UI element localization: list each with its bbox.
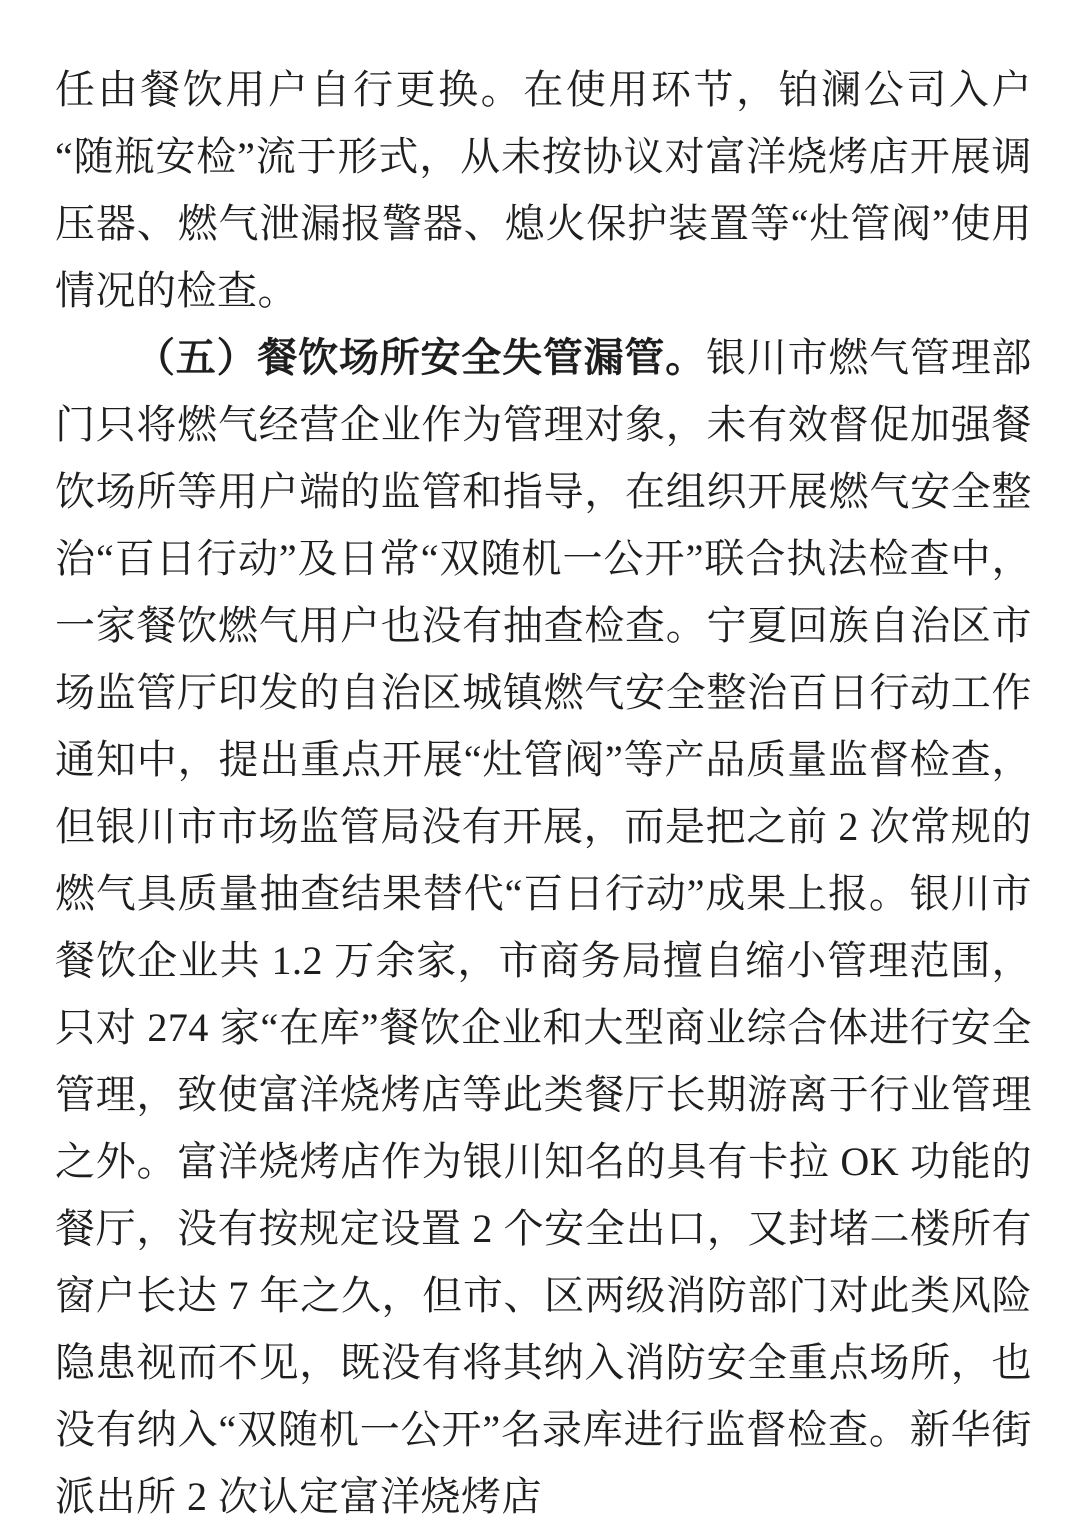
paragraph-continued	[55, 56, 1032, 324]
paragraph-text: 任由餐饮用户自行更换。在使用环节，铂澜公司入户“随瓶安检”流于形式，从未按协议对富洋烧烤店开展调压器、燃气泄漏报警器、熄火保护装置等“灶管阀”使用情况的检查。	[55, 67, 1032, 313]
paragraph-section-five	[55, 324, 1032, 1530]
section-heading: （五）餐饮场所安全失管漏管。	[135, 335, 706, 380]
paragraph-text: 银川市燃气管理部门只将燃气经营企业作为管理对象，未有效督促加强餐饮场所等用户端的监管和指导，在组织开展燃气安全整治“百日行动”及日常“双随机一公开”联合执法检查中，一家餐饮燃气用户也没有抽查检查。宁夏回族自治区市场监管厅印发的自治区城镇燃气安全整治百日行动工作通知中，提出重点开展“灶管阀”等产品质量监督检查，但银川市市场监管局没有开展，而是把之前 2 次常规的燃气具质量抽查结果替代“百日行动”成果上报。银川市餐饮企业共 1.2 万余家，市商务局擅自缩小管理范围，只对 274 家“在库”餐饮企业和大型商业综合体进行安全管理，致使富洋烧烤店等此类餐厅长期游离于行业管理之外。富洋烧烤店作为银川知名的具有卡拉 OK 功能的餐厅，没有按规定设置 2 个安全出口，又封堵二楼所有窗户长达 7 年之久，但市、区两级消防部门对此类风险隐患视而不见，既没有将其纳入消防安全重点场所，也没有纳入“双随机一公开”名录库进行监督检查。新华街派出所 2 次认定富洋烧烤店	[55, 335, 1032, 1519]
